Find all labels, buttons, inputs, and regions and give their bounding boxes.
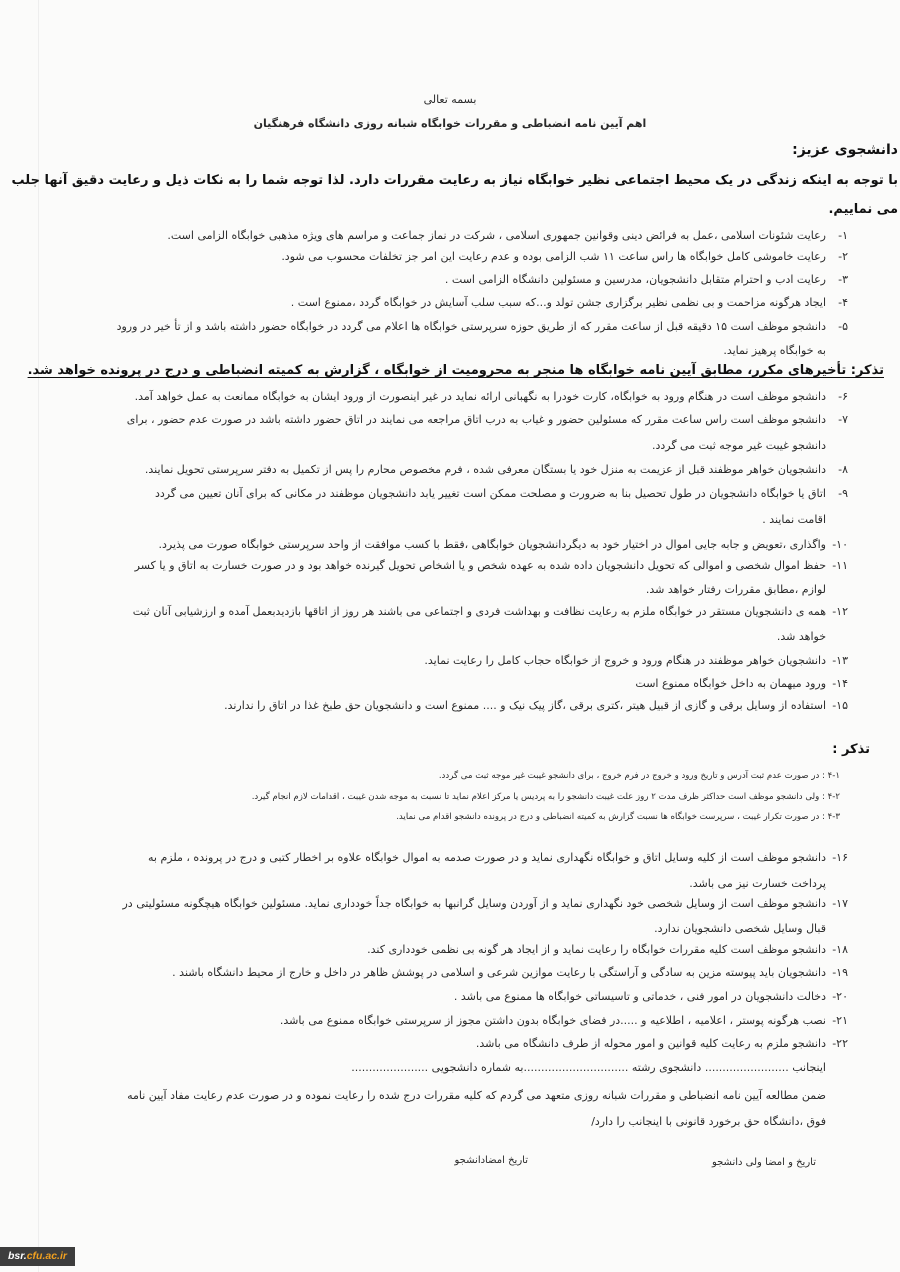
rule-text-continued: پرداخت خسارت نیز می باشد.	[689, 877, 826, 890]
rule-text-continued: قبال وسایل شخصی دانشجویان ندارد.	[654, 922, 826, 935]
rule-text-continued: لوازم ،مطابق مقررات رفتار خواهد شد.	[645, 583, 826, 596]
basmala: بسمه تعالی	[423, 93, 477, 106]
pledge-line-2: ضمن مطالعه آیین نامه انضباطی و مقررات شبانه روزی متعهد می گردم که کلیه مقررات درج شده را رعایت نموده و در صورت عدم رعایت مفاد آیین نامه	[127, 1089, 826, 1102]
rule-text: دانشجو موظف است ۱۵ دقیقه قبل از ساعت مقرر که از طریق حوزه سرپرستی خوابگاه ها اعلام می گردد در خوابگاه حضور داشته باشد و از تأ خیر در ورود	[116, 320, 826, 333]
rule-number: ۱۹-	[832, 966, 848, 979]
rule-number: ۷-	[838, 413, 848, 426]
rule-number: ۹-	[838, 487, 848, 500]
rule-number: ۱-	[838, 229, 848, 242]
site-watermark	[0, 1247, 75, 1266]
rule-number: ۱۸-	[832, 943, 848, 956]
rule-number: ۱۳-	[832, 654, 848, 667]
rule-text: رعایت شئونات اسلامی ،عمل به فرائض دینی وقوانین جمهوری اسلامی ، شرکت در نماز جماعت و مراسم های ویژه مذهبی خوابگاه الزامی است.	[167, 229, 826, 242]
rule-text: دانشجویان خواهر موظفند قبل از عزیمت به منزل خود یا بستگان معرفی شده ، فرم مخصوص محارم را پس از تکمیل به دفتر سرپرستی تحویل نمایند.	[144, 463, 826, 476]
student-signature-label: تاریخ امضادانشجو	[454, 1155, 528, 1166]
rule-number: ۳-	[838, 273, 848, 286]
rule-text: دانشجو موظف است در هنگام ورود به خوابگاه، کارت خودرا به نگهبانی ارائه نماید در غیر اینصورت از ورود ایشان به خوابگاه ممانعت به عمل خواهد آمد.	[134, 390, 826, 403]
rule-number: ۲۲-	[832, 1037, 848, 1050]
rule-text: ایجاد هرگونه مزاحمت و بی نظمی نظیر برگزاری جشن تولد و...که سبب سلب آسایش در خوابگاه گردد ،ممنوع است .	[290, 296, 826, 309]
salutation: دانشجوی عزیز:	[792, 142, 898, 158]
rule-text: اتاق یا خوابگاه دانشجویان در طول تحصیل بنا به ضرورت و مصلحت ممکن است تغییر یابد دانشجویان موظفند در مکانی که برای آنان تعیین می گردد	[154, 487, 826, 500]
rule-number: ۸-	[838, 463, 848, 476]
rule-text: واگذاری ،تعویض و جابه جایی اموال در اختیار خود به دیگردانشجویان خوابگاهی ،فقط با کسب موافقت از واحد سرپرستی خوابگاه صورت می پذیرد.	[158, 538, 826, 551]
note-4-2: ۴-۲ : ولی دانشجو موظف است حداکثر ظرف مدت ۲ روز علت غیبت دانشجو را به پردیس یا مرکز اعلام نماید تا نسبت به موجه شدن غیبت ، اقدامات لازم انجام گیرد.	[251, 792, 840, 802]
rule-number: ۲۱-	[832, 1014, 848, 1027]
rule-text-continued: دانشجو غیبت غیر موجه ثبت می گردد.	[651, 439, 826, 452]
rule-number: ۱۲-	[832, 605, 848, 618]
rule-text: ورود میهمان به داخل خوابگاه ممنوع است	[635, 677, 826, 690]
note-4-3: ۴-۳ : در صورت تکرار غیبت ، سرپرست خوابگاه ها نسبت گزارش به کمیته انضباطی و درج در پرونده دانشجو اقدام می نماید.	[396, 812, 840, 822]
rule-text-continued: به خوابگاه پرهیز نماید.	[723, 344, 826, 357]
document-title: اهم آیین نامه انضباطی و مقررات خوابگاه شبانه روزی دانشگاه فرهنگیان	[253, 117, 647, 130]
rule-text: رعایت ادب و احترام متقابل دانشجویان، مدرسین و مسئولین دانشگاه الزامی است .	[444, 273, 826, 286]
rule-text: دخالت دانشجویان در امور فنی ، خدماتی و تاسیساتی خوابگاه ها ممنوع می باشد .	[453, 990, 826, 1003]
delay-warning: تذکر: تأخیرهای مکرر، مطابق آیین نامه خوابگاه ها منجر به محرومیت از خوابگاه ، گزارش به کمیته انضباطی و درج در پرونده خواهد شد.	[27, 363, 884, 378]
rule-number: ۲۰-	[832, 990, 848, 1003]
intro-paragraph	[6, 166, 898, 224]
intro-line-1: با توجه به اینکه زندگی در یک محیط اجتماعی نظیر خوابگاه نیاز به رعایت مقررات دارد. لذا توجه شما را به نکات ذیل و رعایت دقیق آنها جلب	[11, 173, 898, 188]
rule-text: دانشجویان باید پیوسته مزین به سادگی و آراستگی با رعایت موازین شرعی و اسلامی در پوشش ظاهر در داخل و خارج از محیط دانشگاه باشند .	[172, 966, 826, 979]
rule-text: دانشجو موظف است از وسایل شخصی خود نگهداری نماید و از آوردن وسایل گرانبها به خوابگاه جداً خودداری نماید. مسئولین خوابگاه هیچگونه مسئولیتی در	[122, 897, 826, 910]
rule-text: دانشجو موظف است راس ساعت مقرر که مسئولین حضور و غیاب به درب اتاق مراجعه می نمایند در اتاق حضور داشته باشد در صورت عدم حضور ، برای	[126, 413, 826, 426]
intro-line-2: می نماییم.	[828, 202, 898, 217]
rule-number: ۱۴-	[832, 677, 848, 690]
rule-text: حفظ اموال شخصی و اموالی که تحویل دانشجویان داده شده به عهده شخص و یا اشخاص تحویل گیرنده خواهد بود و در صورت خسارت به اتاق و یا کسر	[134, 559, 826, 572]
rule-text: رعایت خاموشی کامل خوابگاه ها راس ساعت ۱۱ شب الزامی بوده و عدم رعایت این امر جز تخلفات محسوب می شود.	[281, 250, 826, 263]
rule-number: ۱۶-	[832, 851, 848, 864]
rule-number: ۱۵-	[832, 699, 848, 712]
rule-number: ۲-	[838, 250, 848, 263]
rule-number: ۱۷-	[832, 897, 848, 910]
rule-number: ۴-	[838, 296, 848, 309]
rule-text-continued: خواهد شد.	[776, 630, 826, 643]
rule-text: استفاده از وسایل برقی و گازی از قبیل هیتر ،کتری برقی ،گاز پیک نیک و .... ممنوع است و دانشجویان حق طبخ غذا در اتاق را ندارند.	[224, 699, 826, 712]
rule-text: دانشجو موظف است از کلیه وسایل اتاق و خوابگاه نگهداری نماید و در صورت صدمه به اموال خوابگاه علاوه بر اخطار کتبی و درج در پرونده ، ملزم به	[148, 851, 826, 864]
rule-text: دانشجویان خواهر موظفند در هنگام ورود و خروج از خوابگاه حجاب کامل را رعایت نماید.	[424, 654, 826, 667]
note-4-1: ۴-۱ : در صورت عدم ثبت آدرس و تاریخ ورود و خروج در فرم خروج ، برای دانشجو غیبت غیر موجه ثبت می گردد.	[438, 771, 840, 781]
watermark-suffix: cfu.ac.ir	[26, 1250, 67, 1262]
guardian-signature-label: تاریخ و امضا ولی دانشجو	[711, 1157, 816, 1168]
rule-text: نصب هرگونه پوستر ، اعلامیه ، اطلاعیه و .....در فضای خوابگاه بدون داشتن مجوز از سرپرستی خوابگاه ممنوع می باشد.	[279, 1014, 826, 1027]
notes-title: تذکر :	[832, 742, 870, 757]
rule-number: ۵-	[838, 320, 848, 333]
rule-text: دانشجو موظف است کلیه مقررات خوابگاه را رعایت نماید و از ایجاد هر گونه بی نظمی خودداری کند.	[367, 943, 826, 956]
rule-number: ۱۰-	[832, 538, 848, 551]
pledge-line-3: فوق ،دانشگاه حق برخورد قانونی با اینجانب را دارد/	[591, 1115, 826, 1128]
rule-text: همه ی دانشجویان مستقر در خوابگاه ملزم به رعایت نظافت و بهداشت فردی و اجتماعی می باشند هر روز از اتاقها بازدیدبعمل آمده و ارزشیابی آنان ثبت	[132, 605, 826, 618]
rule-text-continued: اقامت نمایند .	[762, 513, 826, 526]
pledge-line-1: اینجانب ........................ دانشجوی رشته ..............................به شماره دانشجویی ......................	[351, 1061, 826, 1074]
rule-number: ۱۱-	[832, 559, 848, 572]
rule-text: دانشجو ملزم به رعایت کلیه قوانین و امور محوله از طرف دانشگاه می باشد.	[475, 1037, 826, 1050]
rule-number: ۶-	[838, 390, 848, 403]
watermark-prefix: bsr.	[8, 1250, 27, 1262]
